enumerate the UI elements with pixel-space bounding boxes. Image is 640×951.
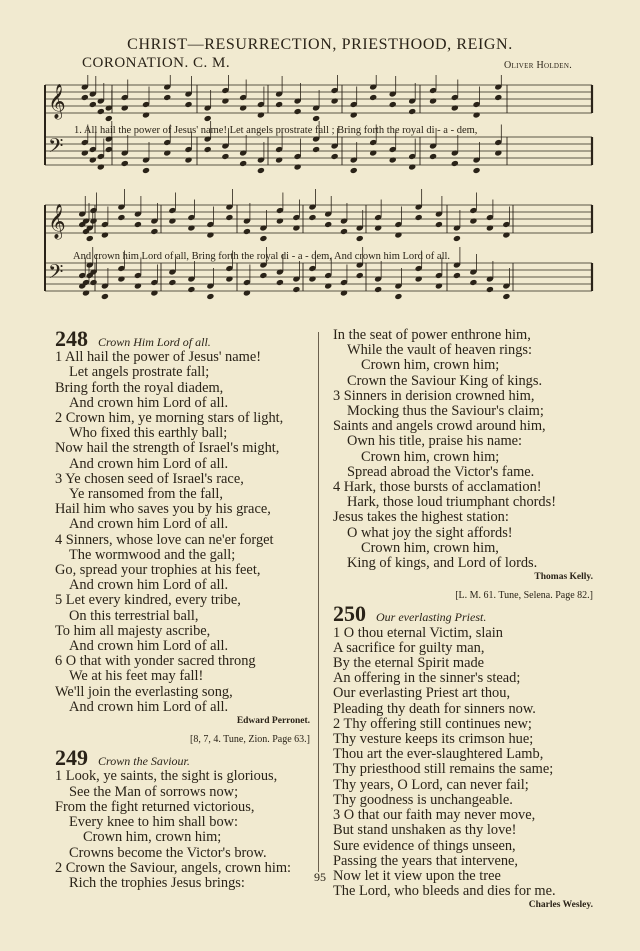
- page-number: 95: [314, 870, 326, 884]
- note-head: [331, 97, 339, 104]
- verse-line: Crown him, crown him;: [83, 829, 222, 846]
- verse-line: Saints and angels crowd around him,: [333, 418, 546, 435]
- verse-line: Jesus takes the highest station:: [333, 509, 509, 526]
- note-head: [502, 293, 510, 300]
- note-head: [257, 167, 265, 174]
- note-head: [206, 231, 214, 238]
- note-head: [101, 231, 109, 238]
- verse-line: 3 O that our faith may never move,: [333, 807, 536, 824]
- note-head: [276, 279, 284, 286]
- verse-line: 1 All hail the power of Jesus' name!: [55, 349, 262, 366]
- hymn-title: Crown Him Lord of all.: [98, 335, 211, 349]
- note-head: [101, 293, 109, 300]
- score-svg: [0, 75, 640, 335]
- music-score: [0, 75, 640, 335]
- note-head: [324, 221, 332, 228]
- verse-line: On this terrestrial ball,: [69, 607, 199, 624]
- note-head: [82, 289, 90, 296]
- verse-line: Sure evidence of things unseen,: [333, 837, 516, 854]
- note-head: [150, 228, 158, 235]
- note-head: [121, 104, 129, 111]
- note-head: [163, 149, 171, 156]
- note-head: [356, 235, 364, 242]
- note-head: [350, 111, 358, 118]
- hymn-number: 249: [55, 745, 88, 771]
- note-head: [408, 108, 416, 115]
- verse-line: Thy goodness is unchangeable.: [333, 791, 513, 808]
- hymn-author: Thomas Kelly.: [534, 572, 593, 583]
- verse-line: Go, spread your trophies at his feet,: [55, 562, 261, 579]
- verse-line: And crown him Lord of all.: [69, 394, 229, 411]
- note-head: [292, 224, 300, 231]
- verse-line: Crowns become the Victor's brow.: [69, 844, 267, 861]
- note-head: [97, 108, 105, 115]
- note-head: [494, 94, 502, 101]
- note-head: [369, 94, 377, 101]
- note-head: [81, 94, 89, 101]
- note-head: [312, 146, 320, 153]
- note-head: [204, 146, 212, 153]
- verse-line: And crown him Lord of all.: [69, 698, 229, 715]
- verse-line: An offering in the sinner's stead;: [333, 670, 521, 687]
- note-head: [225, 275, 233, 282]
- note-head: [374, 286, 382, 293]
- note-head: [117, 214, 125, 221]
- verse-line: 5 Let every kindred, every tribe,: [55, 592, 241, 609]
- verse-line: 2 Crown the Saviour, angels, crown him:: [55, 859, 292, 876]
- note-head: [204, 115, 212, 122]
- verse-line: While the vault of heaven rings:: [347, 342, 533, 359]
- note-head: [356, 272, 364, 279]
- bass-clef: 𝄢: [48, 134, 64, 162]
- verse-line: Ye ransomed from the fall,: [69, 486, 224, 503]
- note-head: [276, 217, 284, 224]
- note-head: [89, 217, 97, 224]
- note-head: [142, 167, 150, 174]
- hymn-meter: [8, 7, 4. Tune, Zion. Page 63.]: [190, 734, 310, 746]
- note-head: [389, 101, 397, 108]
- verse-line: King of kings, and Lord of lords.: [347, 555, 538, 572]
- verse-line: Crown him, crown him;: [361, 357, 500, 374]
- verse-line: Crown the Saviour King of kings.: [347, 372, 543, 389]
- note-head: [429, 97, 437, 104]
- verse-line: A sacrifice for guilty man,: [333, 639, 485, 656]
- composer: Oliver Holden.: [504, 60, 572, 71]
- note-head: [243, 289, 251, 296]
- note-head: [294, 163, 302, 170]
- verse-line: And crown him Lord of all.: [69, 577, 229, 594]
- hymn-249-heading: [55, 747, 310, 769]
- lyric-underlay-2: And crown him Lord of all, Bring forth the royal di - a - dem, And crown him Lord of all.: [73, 251, 451, 262]
- note-head: [502, 231, 510, 238]
- note-head: [134, 221, 142, 228]
- verse-line: 4 Hark, those bursts of acclamation!: [333, 479, 542, 496]
- note-head: [453, 235, 461, 242]
- verse-line: From the fight returned victorious,: [55, 798, 255, 815]
- note-head: [473, 167, 481, 174]
- verse-line: Passing the years that intervene,: [333, 852, 519, 869]
- verse-line: Spread abroad the Victor's fame.: [347, 463, 535, 480]
- hymn-author: Edward Perronet.: [236, 716, 310, 727]
- verse-line: 1 Look, ye saints, the sight is glorious,: [55, 768, 278, 785]
- note-head: [184, 156, 192, 163]
- verse-line: To him all majesty ascribe,: [55, 622, 211, 639]
- verse-line: Now let it view upon the tree: [333, 867, 501, 884]
- note-head: [415, 214, 423, 221]
- note-head: [415, 275, 423, 282]
- note-head: [275, 101, 283, 108]
- note-head: [435, 282, 443, 289]
- note-head: [275, 156, 283, 163]
- note-head: [168, 279, 176, 286]
- note-head: [312, 115, 320, 122]
- note-head: [187, 224, 195, 231]
- verse-line: And crown him Lord of all.: [69, 516, 229, 533]
- note-head: [486, 286, 494, 293]
- note-head: [150, 289, 158, 296]
- lyric-underlay-1: 1. All hail the power of Jesus' name! Let angels prostrate fall ; Bring forth the royal di - a - dem,: [74, 125, 478, 136]
- hymn-250-text: [333, 626, 593, 900]
- verse-line: Crown him, crown him,: [361, 539, 499, 556]
- note-head: [486, 224, 494, 231]
- hymn-248-text: [55, 350, 310, 715]
- note-head: [184, 101, 192, 108]
- note-head: [469, 217, 477, 224]
- note-head: [389, 156, 397, 163]
- verse-line: Every knee to him shall bow:: [69, 814, 239, 831]
- note-head: [97, 163, 105, 170]
- hymn-250-heading: [333, 603, 593, 625]
- treble-clef: 𝄞: [48, 204, 66, 239]
- hymn-title: Our everlasting Priest.: [376, 610, 487, 625]
- verse-line: Now hail the strength of Israel's might,: [55, 440, 280, 457]
- hymn-meter: [L. M. 61. Tune, Selena. Page 82.]: [455, 590, 593, 602]
- note-head: [89, 279, 97, 286]
- note-head: [259, 235, 267, 242]
- hymn-248-heading: [55, 328, 310, 350]
- verse-line: 2 Thy offering still continues new;: [333, 715, 532, 732]
- verse-line: Let angels prostrate fall;: [69, 364, 210, 381]
- verse-line: Bring forth the royal diadem,: [55, 379, 224, 396]
- verse-line: 3 Sinners in derision crowned him,: [333, 387, 535, 404]
- verse-line: In the seat of power enthrone him,: [333, 327, 531, 343]
- verse-line: The Lord, who bleeds and dies for me.: [333, 883, 556, 900]
- note-head: [494, 149, 502, 156]
- note-head: [394, 231, 402, 238]
- note-head: [117, 275, 125, 282]
- note-head: [206, 293, 214, 300]
- note-head: [221, 153, 229, 160]
- verse-line: 1 O thou eternal Victim, slain: [333, 624, 503, 641]
- note-head: [473, 111, 481, 118]
- tune-name: CORONATION. C. M.: [82, 55, 231, 71]
- note-head: [324, 282, 332, 289]
- verse-line: Thy priesthood still remains the same;: [333, 761, 554, 778]
- note-head: [163, 94, 171, 101]
- verse-line: But stand unshaken as thy love!: [333, 822, 517, 839]
- hymn-title: Crown the Saviour.: [98, 754, 190, 769]
- treble-clef: 𝄞: [48, 84, 66, 119]
- note-head: [225, 214, 233, 221]
- hymn-249-text-part2: [333, 328, 593, 571]
- note-head: [89, 101, 97, 108]
- verse-line: The wormwood and the gall;: [69, 546, 236, 563]
- hymn-number: 250: [333, 601, 366, 627]
- verse-line: 2 Crown him, ye morning stars of light,: [55, 410, 284, 427]
- verse-line: 3 Ye chosen seed of Israel's race,: [55, 470, 244, 487]
- verse-line: Crown him, crown him;: [361, 448, 500, 465]
- note-head: [187, 286, 195, 293]
- note-head: [168, 217, 176, 224]
- note-head: [429, 153, 437, 160]
- verse-line: O what joy the sight affords!: [347, 524, 513, 541]
- note-head: [453, 272, 461, 279]
- bass-clef: 𝄢: [48, 260, 64, 288]
- verse-line: Thou art the ever-slaughtered Lamb,: [333, 746, 544, 763]
- verse-line: 6 O that with yonder sacred throng: [55, 653, 256, 670]
- verse-line: Hark, those loud triumphant chords!: [347, 494, 557, 511]
- note-head: [308, 275, 316, 282]
- note-head: [121, 160, 129, 167]
- note-head: [451, 104, 459, 111]
- verse-line: Thy vesture keeps its crimson hue;: [333, 731, 534, 748]
- verse-line: And crown him Lord of all.: [69, 455, 229, 472]
- note-head: [259, 272, 267, 279]
- note-head: [435, 221, 443, 228]
- note-head: [257, 111, 265, 118]
- left-column: [55, 328, 310, 891]
- note-head: [394, 293, 402, 300]
- note-head: [331, 153, 339, 160]
- note-head: [292, 286, 300, 293]
- note-head: [89, 156, 97, 163]
- right-column: [333, 328, 593, 912]
- verse-line: And crown him Lord of all.: [69, 638, 229, 655]
- note-head: [105, 115, 113, 122]
- verse-line: Our everlasting Priest art thou,: [333, 685, 511, 702]
- verse-line: See the Man of sorrows now;: [69, 783, 239, 800]
- verse-line: 4 Sinners, whose love can ne'er forget: [55, 531, 274, 548]
- verse-line: Mocking thus the Saviour's claim;: [347, 403, 544, 420]
- note-head: [451, 160, 459, 167]
- verse-line: Rich the trophies Jesus brings:: [69, 874, 245, 891]
- note-head: [294, 108, 302, 115]
- note-head: [350, 167, 358, 174]
- verse-line: We at his feet may fall!: [69, 668, 204, 685]
- note-head: [243, 228, 251, 235]
- note-head: [308, 214, 316, 221]
- note-head: [221, 97, 229, 104]
- verse-line: Own his title, praise his name:: [347, 433, 523, 450]
- verse-line: Pleading thy death for sinners now.: [333, 700, 536, 717]
- verse-line: We'll join the everlasting song,: [55, 683, 233, 700]
- verse-line: Thy years, O Lord, can never fail;: [333, 776, 529, 793]
- note-head: [134, 282, 142, 289]
- note-head: [340, 289, 348, 296]
- note-head: [374, 224, 382, 231]
- note-head: [142, 111, 150, 118]
- note-head: [239, 104, 247, 111]
- verse-line: Hail him who saves you by his grace,: [55, 501, 271, 518]
- note-head: [340, 228, 348, 235]
- hymn-author: Charles Wesley.: [528, 900, 593, 911]
- note-head: [369, 149, 377, 156]
- column-divider: [318, 332, 319, 872]
- note-head: [408, 163, 416, 170]
- verse-line: By the eternal Spirit made: [333, 655, 485, 672]
- section-heading: CHRIST—RESURRECTION, PRIESTHOOD, REIGN.: [127, 36, 513, 53]
- hymn-number: 248: [55, 326, 88, 351]
- note-head: [239, 160, 247, 167]
- note-head: [81, 149, 89, 156]
- verse-line: Who fixed this earthly ball;: [69, 425, 228, 442]
- note-head: [469, 279, 477, 286]
- note-head: [86, 235, 94, 242]
